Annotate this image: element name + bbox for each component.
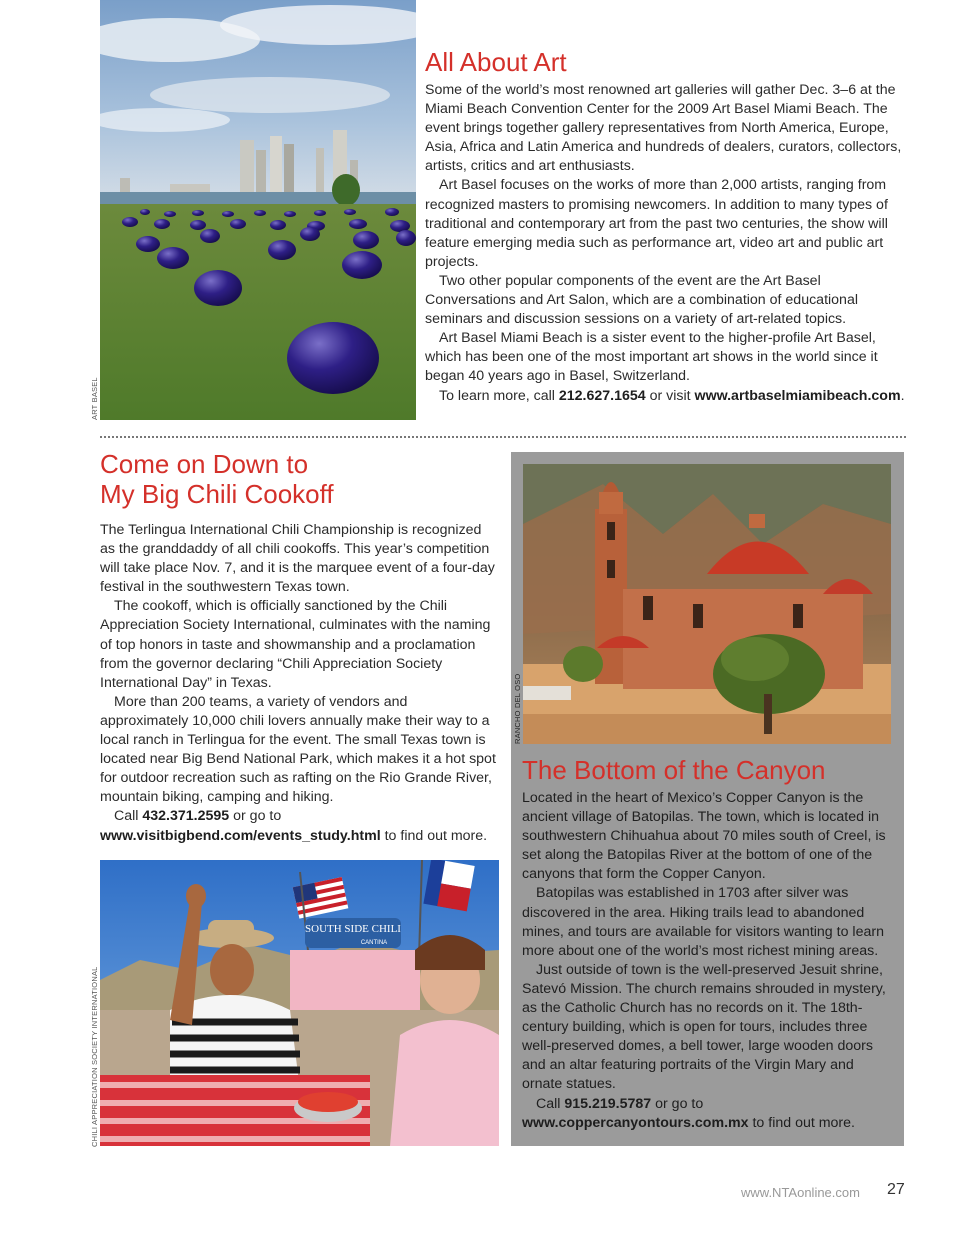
art-phone: 212.627.1654 [558, 387, 646, 404]
page-number: 27 [887, 1181, 905, 1198]
chili-paragraph-3: More than 200 teams, a variety of vendors and approximately 10,000 chili lovers annually make their way to a local ranch in Terlingua for the event. The small Texas town is located near Big Bend National Park, which makes it a hot spot for outdoor recreation such as rafting on the Rio Grande River, mountain biking, camping and hiking. [100, 693, 496, 806]
art-paragraph-1: Some of the world’s most renowned art galleries will gather Dec. 3–6 at the Miami Beach Convention Center for the 2009 Art Basel Miami Beach. The event brings together gallery representatives from North America, Europe, Asia, Africa and Latin America and hundreds of dealers, curators, collectors, artists, critics and art enthusiasts. [425, 82, 902, 175]
canyon-article-title: The Bottom of the Canyon [522, 755, 826, 785]
art-basel-photo-credit: ART BASEL [90, 377, 99, 420]
art-article-body [425, 81, 907, 406]
satevo-mission-photo [523, 464, 891, 744]
canyon-phone: 915.219.5787 [564, 1095, 652, 1112]
art-paragraph-3: Two other popular components of the event are the Art Basel Conversations and Art Salon, which are a combination of educational seminars and discussion sessions on a variety of art-related topics. [425, 272, 858, 328]
art-url-link[interactable]: www.artbaselmiamibeach.com [694, 387, 901, 404]
canyon-paragraph-3: Just outside of town is the well-preserved Jesuit shrine, Satevó Mission. The church remains shrouded in mystery, as the Catholic Church has no records on it. The 18th-century building, which is open for tours, includes three well-preserved domes, a bell tower, large wooden doors and an altar featuring portraits of the Virgin Mary and ornate statues. [522, 961, 886, 1093]
chili-paragraph-1: The Terlingua International Chili Championship is recognized as the granddaddy of all chili cookoffs. This year’s competition will take place Nov. 7, and it is the marquee event of a four-day festival in the southwestern Texas town. [100, 522, 495, 596]
art-basel-photo [100, 0, 416, 420]
canyon-paragraph-4: Call 915.219.5787 or go to www.coppercanyontours.com.mx to find out more. [522, 1095, 855, 1131]
art-paragraph-5: To learn more, call 212.627.1654 or visit www.artbaselmiamibeach.com. [439, 387, 905, 404]
art-article-title: All About Art [425, 47, 567, 77]
chili-sign-subtext: CANTINA [360, 940, 388, 946]
art-paragraph-4: Art Basel Miami Beach is a sister event to the higher-profile Art Basel, which has been one of the most important art shows in the world since it began 40 years ago in Basel, Switzerland. [425, 330, 878, 385]
chili-sign-text: SOUTH SIDE CHILI [305, 923, 401, 935]
chili-photo-credit: CHILI APPRECIATION SOCIETY INTERNATIONAL [90, 966, 99, 1147]
chili-phone: 432.371.2595 [142, 808, 230, 825]
canyon-photo-credit: RANCHO DEL OSO [513, 673, 522, 744]
footer-website-link[interactable]: www.NTAonline.com [741, 1185, 860, 1200]
canyon-article-body [522, 789, 892, 1133]
chili-cookoff-photo [100, 860, 499, 1146]
chili-article-title: Come on Down to My Big Chili Cookoff [100, 449, 334, 509]
chili-paragraph-2: The cookoff, which is officially sanctioned by the Chili Appreciation Society International, culminates with the naming of top honors in taste and showmanship and a proclamation from the governor declaring “Chili Appreciation Society International Day” in Texas. [100, 598, 491, 691]
canyon-paragraph-2: Batopilas was established in 1703 after silver was discovered in the area. Hiking trails lead to abandoned mines, and tours are available for visitors wanting to learn more about one of the world’s most richest mining areas. [522, 885, 884, 959]
chili-url-link[interactable]: www.visitbigbend.com/events_study.html [100, 827, 381, 844]
canyon-url-link[interactable]: www.coppercanyontours.com.mx [522, 1114, 749, 1131]
art-paragraph-2: Art Basel focuses on the works of more than 2,000 artists, ranging from recognized masters to promising newcomers. In addition to many types of traditional and contemporary art from the past two centuries, the show will feature emerging media such as performance art, video art and public art projects. [425, 177, 888, 270]
canyon-paragraph-1: Located in the heart of Mexico’s Copper Canyon is the ancient village of Batopilas. The town, which is located in southwestern Chihuahua about 70 miles south of Creel, is set along the Batopilas River at the bottom of one of the canyons that form the Copper Canyon. [522, 790, 886, 883]
chili-paragraph-4: Call 432.371.2595 or go to www.visitbigbend.com/events_study.html to find out more. [100, 808, 488, 844]
chili-article-body [100, 521, 496, 846]
section-divider [100, 436, 906, 438]
